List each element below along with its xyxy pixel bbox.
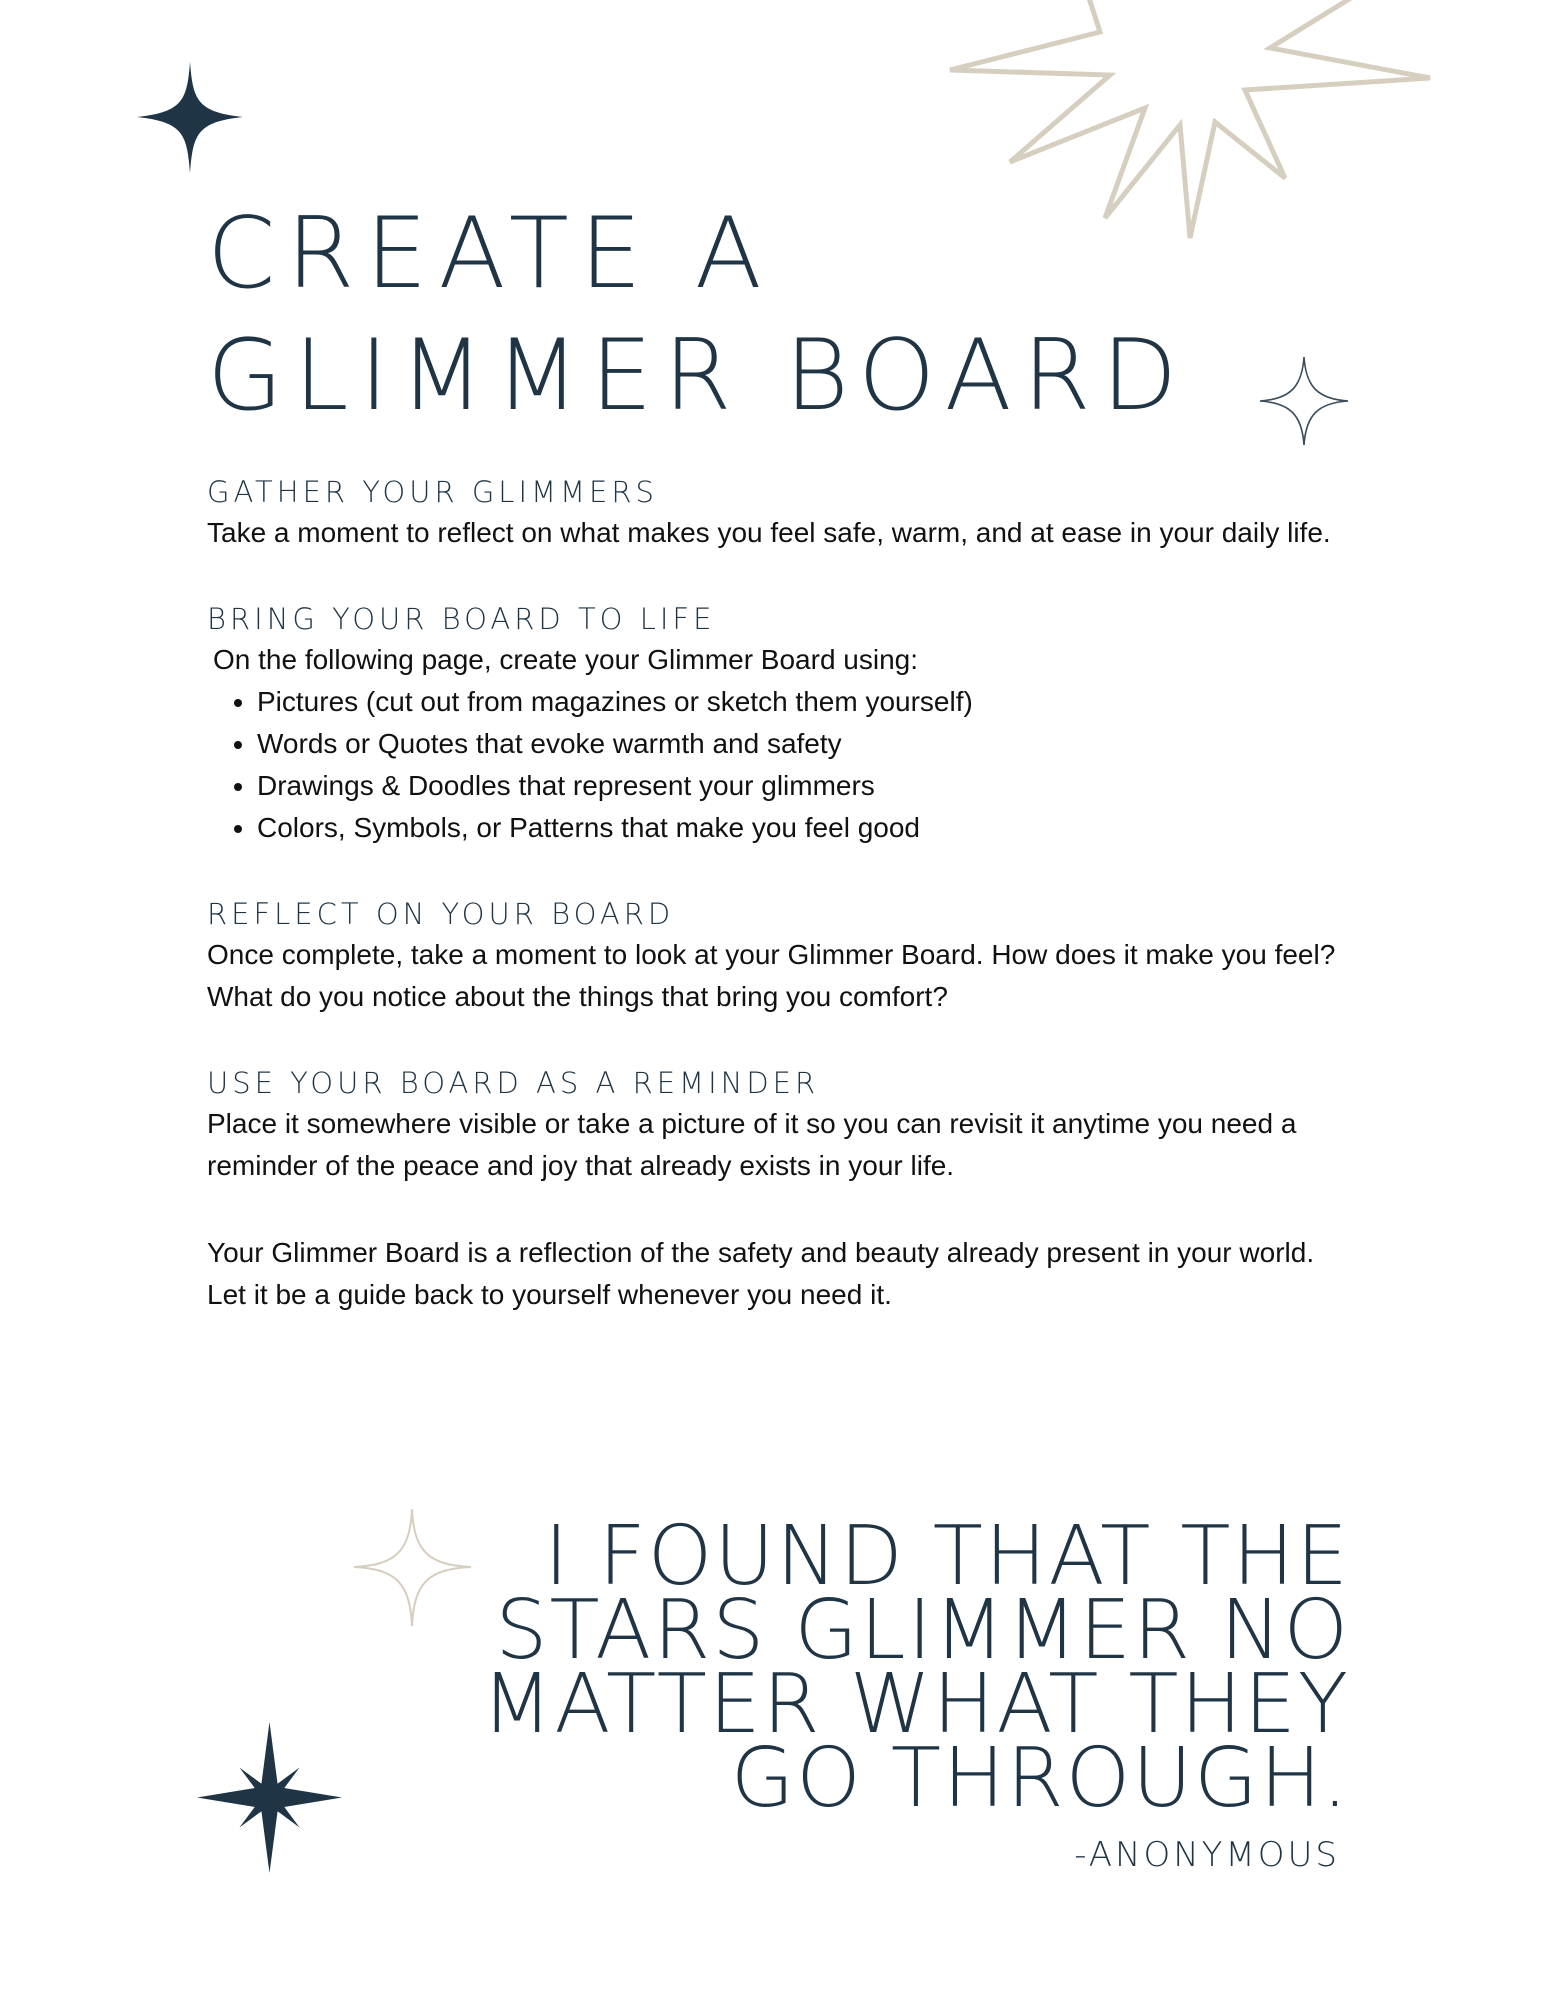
section-text: Place it somewhere visible or take a picture of it so you can revisit it anytime you need a reminder of the peace and joy that already exists in your life. — [207, 1108, 1297, 1181]
instructions — [207, 472, 1357, 1316]
section-reflect — [207, 894, 1357, 1018]
section-reminder — [207, 1063, 1357, 1187]
section-heading: REFLECT ON YOUR BOARD — [207, 897, 675, 931]
eight-point-star-icon — [192, 1720, 347, 1875]
list-item: • Drawings & Doodles that represent your glimmers — [257, 765, 1357, 807]
four-point-star-icon — [135, 60, 245, 175]
section-gather — [207, 472, 1357, 554]
section-text: Take a moment to reflect on what makes you feel safe, warm, and at ease in your daily life. — [207, 517, 1331, 548]
outline-star-icon — [1258, 355, 1350, 447]
title-line-1: CREATE A — [207, 197, 773, 311]
section-bring — [207, 599, 1357, 849]
quote-attribution: -ANONYMOUS — [1074, 1835, 1340, 1875]
title-line-2: GLIMMER BOARD — [207, 319, 1189, 433]
section-heading: BRING YOUR BOARD TO LIFE — [207, 602, 716, 636]
section-heading: GATHER YOUR GLIMMERS — [207, 475, 658, 509]
section-text: Once complete, take a moment to look at your Glimmer Board. How does it make you feel? What do you notice about the things that bring you comfort? — [207, 939, 1336, 1012]
closing-text: Your Glimmer Board is a reflection of the safety and beauty already present in your world. Let it be a guide back to yourself whenever you need it. — [207, 1237, 1315, 1310]
quote-line: STARS GLIMMER NO — [495, 1583, 1350, 1678]
quote — [450, 1509, 1350, 1826]
list-item: • Colors, Symbols, or Patterns that make you feel good — [257, 807, 1357, 849]
list-item: • Pictures (cut out from magazines or sketch them yourself) — [257, 681, 1357, 723]
quote-line: I FOUND THAT THE — [544, 1509, 1350, 1604]
section-heading: USE YOUR BOARD AS A REMINDER — [207, 1066, 820, 1100]
quote-line: MATTER WHAT THEY — [481, 1657, 1350, 1752]
page-title — [207, 193, 1188, 437]
quote-line: GO THROUGH. — [730, 1731, 1350, 1826]
section-intro: On the following page, create your Glimmer Board using: — [213, 644, 919, 675]
list-item: • Words or Quotes that evoke warmth and safety — [257, 723, 1357, 765]
bullet-list — [207, 681, 1357, 849]
